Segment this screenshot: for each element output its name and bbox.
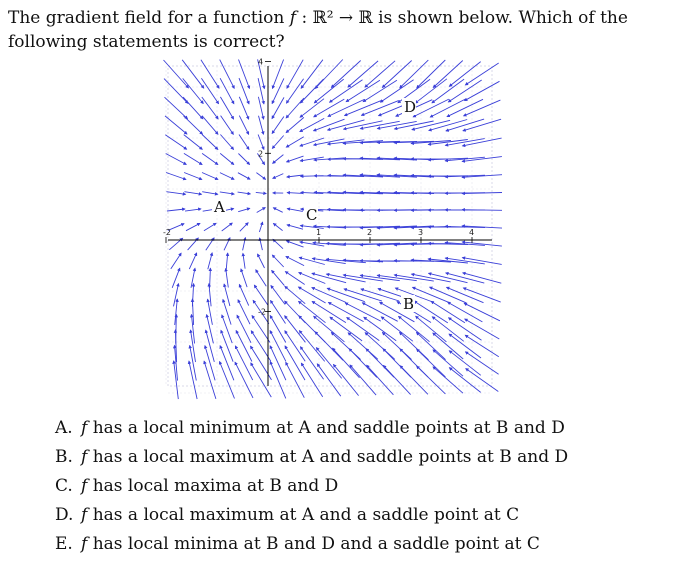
answer-choices xyxy=(55,414,675,559)
choice-text: has local maxima at B and D xyxy=(87,476,339,496)
choice-d[interactable] xyxy=(55,501,675,530)
choice-text: has a local maximum at A and a saddle point at C xyxy=(87,505,520,525)
point-label-B: B xyxy=(403,295,415,313)
point-label-A: A xyxy=(214,198,225,216)
point-label-C: C xyxy=(306,206,318,224)
x-tick-label: 3 xyxy=(418,228,424,237)
choice-letter: C. xyxy=(55,476,73,496)
x-tick-label: 1 xyxy=(316,228,322,237)
choice-letter: A. xyxy=(55,418,73,438)
choice-text: has local minima at B and D and a saddle point at C xyxy=(87,534,540,554)
choice-c[interactable] xyxy=(55,472,675,501)
plot-frame xyxy=(168,66,492,386)
y-tick-label: 4 xyxy=(258,57,264,67)
function-symbol: f xyxy=(81,447,88,467)
gradient-field-figure xyxy=(163,57,492,386)
point-label-D: D xyxy=(404,98,417,116)
y-tick-label: 2 xyxy=(258,149,264,159)
choice-letter: E. xyxy=(55,534,73,554)
function-symbol: f xyxy=(81,418,88,438)
choice-letter: B. xyxy=(55,447,73,467)
function-symbol: f xyxy=(81,534,88,554)
choice-text: has a local maximum at A and saddle points at B and D xyxy=(87,447,569,467)
x-tick-label: 4 xyxy=(469,228,475,237)
function-symbol: f xyxy=(81,505,88,525)
choice-text: has a local minimum at A and saddle points at B and D xyxy=(87,418,565,438)
question-part2: : ℝ² → ℝ is shown below. Which of the following statements is correct? xyxy=(8,8,628,52)
choice-letter: D. xyxy=(55,505,74,525)
choice-e[interactable] xyxy=(55,530,675,559)
choice-a[interactable] xyxy=(55,414,675,443)
x-tick-label: 2 xyxy=(367,228,373,237)
question-part1: The gradient field for a function xyxy=(8,8,290,28)
function-symbol: f xyxy=(81,476,88,496)
y-tick-label: -2 xyxy=(258,307,266,317)
vector-arrow xyxy=(462,210,502,211)
function-symbol: f xyxy=(289,8,297,28)
gradient-field-plot xyxy=(163,57,492,386)
choice-b[interactable] xyxy=(55,443,675,472)
question-text xyxy=(8,6,688,54)
x-tick-label: -2 xyxy=(163,228,171,237)
